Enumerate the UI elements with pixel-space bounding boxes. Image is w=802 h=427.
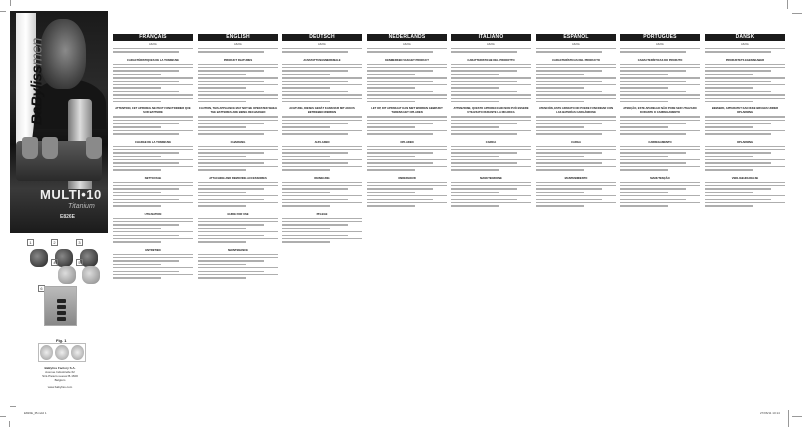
attachment-comb bbox=[22, 137, 38, 159]
section-heading: CHARGING bbox=[230, 140, 246, 144]
section-heading: ATENÇÃO, ESTE APARELHO NÃO PODE SER UTILIZADO DURANTE O CARREGAMENTO bbox=[623, 107, 697, 114]
model-code: E826E bbox=[403, 43, 411, 46]
section-heading: ATTENZIONE, QUESTO APPARECCHIO NON PUÒ ESSERE UTILIZZATO DURANTE LA RICARICA bbox=[453, 107, 529, 114]
figure-label-6: 6 bbox=[38, 285, 45, 292]
crop-mark bbox=[0, 11, 6, 12]
section-heading: REINIGUNG bbox=[314, 176, 330, 180]
language-column bbox=[705, 34, 785, 209]
figure-label-5: 5 bbox=[76, 259, 83, 266]
cover-photo bbox=[10, 11, 108, 233]
section-heading: OPLADNING bbox=[736, 140, 754, 144]
crop-mark bbox=[0, 416, 6, 417]
model-code: E826E bbox=[487, 43, 495, 46]
section-heading: LET OP, DIT APPARAAT KAN NIET WORDEN GEBRUIKT TIJDENS HET OPLADEN bbox=[371, 107, 443, 114]
crop-mark bbox=[792, 416, 802, 417]
language-heading: FRANÇAIS bbox=[113, 34, 193, 41]
footer-timestamp: 27/06/11 10:14 bbox=[760, 411, 780, 415]
model-code: E826E bbox=[318, 43, 326, 46]
language-heading: NEDERLANDS bbox=[367, 34, 447, 41]
attachment-head bbox=[86, 137, 102, 159]
language-heading: DEUTSCH bbox=[282, 34, 362, 41]
crop-mark bbox=[788, 410, 789, 427]
attachment-image-6 bbox=[44, 286, 77, 326]
attachment-head bbox=[42, 137, 58, 159]
section-heading: KENMERKEN VAN HET PRODUCT bbox=[385, 58, 429, 62]
figure-label-3: 3 bbox=[76, 239, 83, 246]
section-heading: UTILISATION bbox=[144, 212, 162, 216]
section-heading: ENTRETIEN bbox=[145, 248, 161, 252]
crop-mark bbox=[792, 13, 802, 14]
attachment-image-1 bbox=[30, 249, 48, 267]
figure-caption: Fig. 1 bbox=[56, 338, 67, 343]
section-heading: CHARGE DE LA TONDEUSE bbox=[135, 140, 171, 144]
model-code: E826E bbox=[572, 43, 580, 46]
section-heading: AUSSTATTUNGSMERKMALE bbox=[303, 58, 341, 62]
section-heading: BEMÆRK, APPARATET KAN IKKE BRUGES UNDER OPLADNING bbox=[711, 107, 779, 114]
language-heading: PORTUGUÊS bbox=[620, 34, 700, 41]
section-heading: PRODUCT FEATURES bbox=[223, 58, 253, 62]
section-heading: PFLEGE bbox=[316, 212, 328, 216]
crop-mark bbox=[9, 421, 10, 427]
product-subtitle: Titanium bbox=[68, 203, 95, 210]
section-heading: CARREGAMENTO bbox=[648, 140, 672, 144]
language-column bbox=[113, 34, 193, 281]
language-column bbox=[367, 34, 447, 209]
section-heading: PRODUKTETS EGENSKABER bbox=[725, 58, 765, 62]
figure-1-illustration bbox=[38, 343, 86, 362]
model-code: E826E bbox=[149, 43, 157, 46]
section-heading: MANUTENÇÃO bbox=[650, 176, 670, 180]
section-heading: GUIDE FOR USE bbox=[227, 212, 249, 216]
model-code: E826E bbox=[741, 43, 749, 46]
section-heading: NETTOYAGE bbox=[144, 176, 162, 180]
section-heading: CARACTERÍSTICAS DO PRODUTO bbox=[637, 58, 683, 62]
section-heading: ONDERHOUD bbox=[398, 176, 416, 180]
section-heading: ATTACHING AND REMOVING ACCESSORIES bbox=[209, 176, 267, 180]
model-face bbox=[40, 19, 86, 89]
section-heading: OPLADEN bbox=[400, 140, 414, 144]
language-column bbox=[620, 34, 700, 209]
model-code: E826E bbox=[234, 43, 242, 46]
company-address: BaByliss Factory S.A. Avenue Industrielle 62 Sint-Pieters-Leeuw B-1600 Belgium www.babyliss.com bbox=[42, 366, 78, 389]
section-heading: ATTENTION, CET APPAREIL NE PEUT FONCTIONNER QUE SUR BATTERIE bbox=[115, 107, 191, 114]
section-heading: MAINTENANCE bbox=[228, 248, 248, 252]
product-name: MULTI•10 bbox=[40, 187, 102, 202]
language-heading: DANSK bbox=[705, 34, 785, 41]
section-heading: CARGA bbox=[571, 140, 581, 144]
section-heading: MANUTENZIONE bbox=[480, 176, 502, 180]
section-heading: CARACTÉRISTIQUES DE LA TONDEUSE bbox=[127, 58, 179, 62]
language-column bbox=[282, 34, 362, 245]
section-heading: VEDLIGEHOLDELSE bbox=[731, 176, 759, 180]
crop-mark bbox=[787, 0, 788, 9]
crop-mark bbox=[10, 0, 11, 6]
model-code: E826E bbox=[656, 43, 664, 46]
attachment-image-5 bbox=[82, 266, 100, 284]
brand-logo: BaBylissmen bbox=[28, 37, 46, 126]
language-heading: ESPAÑOL bbox=[536, 34, 616, 41]
language-heading: ITALIANO bbox=[451, 34, 531, 41]
section-heading: ACHTUNG, DIESES GERÄT KANN NUR MIT AKKUS BETRIEBEN WERDEN bbox=[289, 107, 355, 114]
section-heading: CARICA bbox=[485, 140, 497, 144]
figure-label-4: 4 bbox=[51, 259, 58, 266]
language-heading: ENGLISH bbox=[198, 34, 278, 41]
section-heading: CARATTERISTICHE DEL PRODOTTO bbox=[467, 58, 515, 62]
footer-file-name: E826E_IB.indd 1 bbox=[24, 411, 47, 415]
language-column bbox=[198, 34, 278, 281]
crop-mark bbox=[10, 406, 16, 407]
section-heading: AUFLADEN bbox=[314, 140, 330, 144]
product-code: E826E bbox=[60, 214, 76, 220]
section-heading: CAUTION, THIS APPLIANCE MAY NOT BE OPERATED WHILE THE BATTERIES ARE BEING RECHARGED bbox=[198, 107, 278, 114]
section-heading: CARACTERÍSTICAS DEL PRODUCTO bbox=[552, 58, 600, 62]
section-heading: MANTENIMIENTO bbox=[564, 176, 588, 180]
figure-label-1: 1 bbox=[27, 239, 34, 246]
section-heading: ATENCIÓN, ESTE APARATO NO PUEDE FUNCIONAR CON LAS BATERÍAS CARGÁNDOSE bbox=[538, 107, 614, 114]
figure-label-2: 2 bbox=[51, 239, 58, 246]
language-column bbox=[536, 34, 616, 209]
language-column bbox=[451, 34, 531, 209]
attachment-image-4 bbox=[58, 266, 76, 284]
